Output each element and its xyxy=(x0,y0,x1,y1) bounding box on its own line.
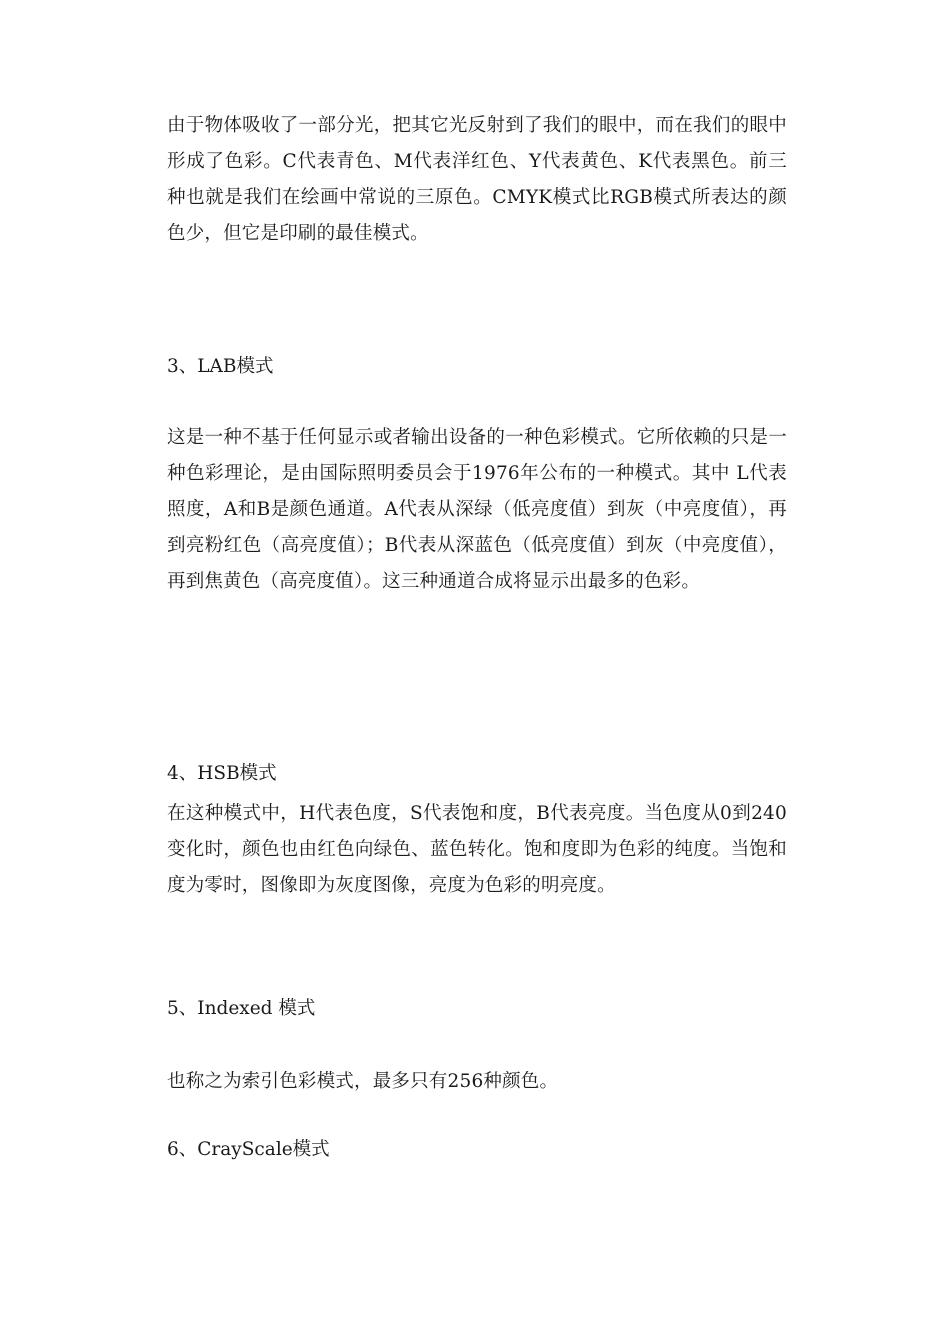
paragraph-hsb-description: 在这种模式中，H代表色度，S代表饱和度，B代表亮度。当色度从0到240变化时，颜色也由红色向绿色、蓝色转化。饱和度即为色彩的纯度。当饱和度为零时，图像即为灰度图像，亮度为色彩的明亮度。 xyxy=(167,803,787,896)
paragraph-lab-description: 这是一种不基于任何显示或者输出设备的一种色彩模式。它所依赖的只是一种色彩理论，是由国际照明委员会于1976年公布的一种模式。其中 L代表照度，A和B是颜色通道。A代表从深绿（低亮度值）到灰（中亮度值），再到亮粉红色（高亮度值）；B代表从深蓝色（低亮度值）到灰（中亮度值），再到焦黄色（高亮度值）。这三种通道合成将显示出最多的色彩。 xyxy=(167,427,787,592)
section-heading-indexed: 5、Indexed 模式 xyxy=(167,998,316,1019)
section-heading-lab: 3、LAB模式 xyxy=(167,356,274,377)
paragraph-cmyk-description: 由于物体吸收了一部分光，把其它光反射到了我们的眼中，而在我们的眼中形成了色彩。C代表青色、M代表洋红色、Y代表黄色、K代表黑色。前三种也就是我们在绘画中常说的三原色。CMYK模式比RGB模式所表达的颜色少，但它是印刷的最佳模式。 xyxy=(167,115,787,244)
paragraph-indexed-description: 也称之为索引色彩模式，最多只有256种颜色。 xyxy=(167,1071,559,1092)
section-heading-hsb: 4、HSB模式 xyxy=(167,763,277,784)
section-heading-grayscale: 6、CrayScale模式 xyxy=(167,1139,330,1160)
